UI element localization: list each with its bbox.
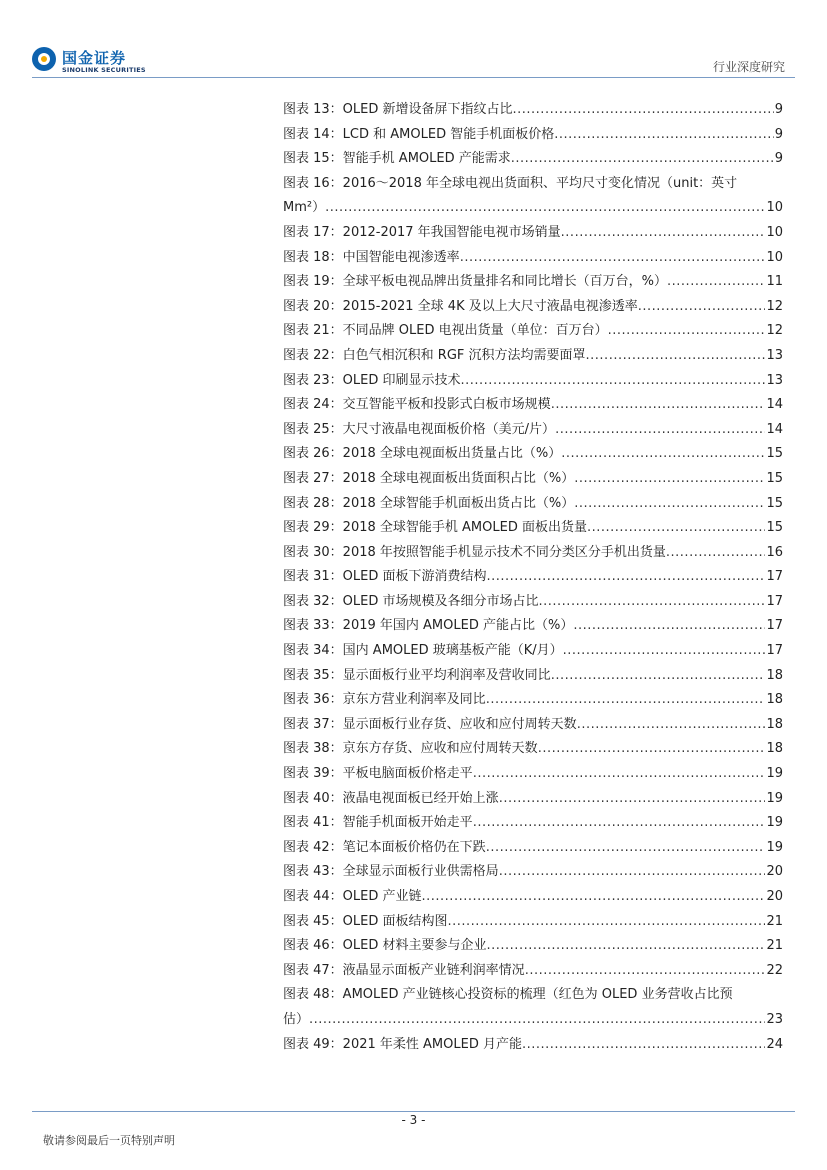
toc-entry[interactable] <box>283 910 783 935</box>
toc-entry[interactable] <box>283 418 783 443</box>
toc-entry[interactable] <box>283 664 783 689</box>
dot-leader <box>563 639 766 664</box>
dot-leader <box>513 98 774 123</box>
toc-entry-page: 17 <box>766 569 783 585</box>
dot-leader <box>573 614 765 639</box>
toc-entry-page: 21 <box>766 938 783 954</box>
toc-entry[interactable] <box>283 123 783 148</box>
toc-entry-page: 22 <box>766 962 783 978</box>
toc-entry-page: 14 <box>766 421 783 437</box>
dot-leader <box>586 344 766 369</box>
toc-entry-label: 图表 20：2015-2021 全球 4K 及以上大尺寸液晶电视渗透率 <box>283 298 638 314</box>
dot-leader <box>608 319 766 344</box>
dot-leader <box>499 787 766 812</box>
toc-entry[interactable] <box>283 934 783 959</box>
toc-entry[interactable] <box>283 959 783 984</box>
toc-entry[interactable] <box>283 590 783 615</box>
dot-leader <box>554 123 774 148</box>
toc-entry[interactable] <box>283 565 783 590</box>
toc-entry-page: 20 <box>766 889 783 904</box>
toc-entry-page: 12 <box>766 298 783 314</box>
toc-entry-page: 19 <box>766 815 783 831</box>
toc-entry-label: 图表 36：京东方营业利润率及同比 <box>283 692 486 708</box>
dot-leader <box>667 270 765 295</box>
toc-entry-page: 17 <box>766 643 783 659</box>
toc-entry[interactable] <box>283 369 783 394</box>
toc-entry-page: 11 <box>766 274 783 290</box>
toc-entry-page: 17 <box>766 618 783 634</box>
page-number: - 3 - <box>401 1113 426 1127</box>
toc-entry-label: 图表 22：白色气相沉积和 RGF 沉积方法均需要面罩 <box>283 347 586 363</box>
toc-entry-page: 10 <box>766 224 783 240</box>
toc-entry-label: 图表 17：2012-2017 年我国智能电视市场销量 <box>283 224 561 240</box>
toc-entry-label: 图表 44：OLED 产业链 <box>283 889 422 904</box>
toc-entry[interactable] <box>283 246 783 271</box>
toc-entry[interactable] <box>283 393 783 418</box>
dot-leader <box>525 959 766 984</box>
footer-divider <box>32 1111 795 1112</box>
toc-entry-label: 图表 23：OLED 印刷显示技术 <box>283 372 461 388</box>
toc-entry-label: 图表 24：交互智能平板和投影式白板市场规模 <box>283 397 551 413</box>
toc-entry-continued[interactable] <box>283 1008 783 1033</box>
toc-entry[interactable] <box>283 319 783 344</box>
toc-entry-label: 图表 37：显示面板行业存货、应收和应付周转天数 <box>283 716 577 732</box>
page-header <box>0 0 827 80</box>
dot-leader <box>577 713 766 738</box>
toc-entry-page: 12 <box>766 323 783 339</box>
toc-entry-label: 图表 13：OLED 新增设备屏下指纹占比 <box>283 102 513 117</box>
report-type-title: 行业深度研究 <box>712 60 785 74</box>
toc-entry-label: 图表 49：2021 年柔性 AMOLED 月产能 <box>283 1036 522 1052</box>
toc-entry-page: 9 <box>774 151 783 167</box>
toc-entry-page: 18 <box>766 667 783 683</box>
header-divider <box>32 77 795 78</box>
dot-leader <box>422 885 766 910</box>
toc-entry-label: 图表 15：智能手机 AMOLED 产能需求 <box>283 151 511 167</box>
toc-entry-page: 13 <box>766 347 783 363</box>
toc-entry[interactable] <box>283 885 783 910</box>
toc-entry[interactable] <box>283 860 783 885</box>
toc-entry[interactable] <box>283 221 783 246</box>
toc-entry-label: 图表 32：OLED 市场规模及各细分市场占比 <box>283 593 539 609</box>
toc-entry[interactable] <box>283 295 783 320</box>
dot-leader <box>555 418 765 443</box>
dot-leader <box>473 762 766 787</box>
toc-entry-label: 图表 18：中国智能电视渗透率 <box>283 249 460 265</box>
dot-leader <box>587 516 765 541</box>
toc-entry-page: 20 <box>766 864 783 880</box>
dot-leader <box>309 1008 765 1033</box>
disclaimer-note: 敬请参阅最后一页特别声明 <box>43 1134 175 1147</box>
logo-mark-icon <box>32 47 56 71</box>
toc-entry-label: 图表 45：OLED 面板结构图 <box>283 913 448 929</box>
toc-entry-page: 18 <box>766 692 783 708</box>
toc-entry-page: 13 <box>766 372 783 388</box>
toc-entry[interactable] <box>283 344 783 369</box>
dot-leader <box>325 196 765 221</box>
toc-entry[interactable] <box>283 737 783 762</box>
dot-leader <box>538 737 766 762</box>
toc-entry-page: 19 <box>766 766 783 782</box>
toc-entry-page: 15 <box>766 520 783 536</box>
toc-entry[interactable] <box>283 1033 783 1058</box>
dot-leader <box>666 541 766 566</box>
toc-entry[interactable] <box>283 614 783 639</box>
dot-leader <box>574 492 765 517</box>
toc-entry-page: 18 <box>766 741 783 757</box>
toc-entry-label-line2: 估） <box>283 1011 310 1027</box>
dot-leader <box>460 246 766 271</box>
dot-leader <box>448 910 766 935</box>
figure-list <box>283 98 783 1057</box>
toc-entry-page: 9 <box>774 102 783 117</box>
dot-leader <box>539 590 766 615</box>
toc-entry-page: 23 <box>766 1011 783 1027</box>
dot-leader <box>574 467 765 492</box>
toc-entry[interactable] <box>283 98 783 123</box>
toc-entry-label: 图表 29：2018 全球智能手机 AMOLED 面板出货量 <box>283 520 587 536</box>
toc-entry[interactable] <box>283 811 783 836</box>
toc-entry[interactable] <box>283 787 783 812</box>
toc-entry-label: 图表 38：京东方存货、应收和应付周转天数 <box>283 741 538 757</box>
toc-entry-label-line2: Mm²） <box>283 200 326 216</box>
dot-leader <box>473 811 766 836</box>
toc-entry-label: 图表 21：不同品牌 OLED 电视出货量（单位：百万台） <box>283 323 608 339</box>
toc-entry-page: 15 <box>766 446 783 462</box>
toc-entry-page: 10 <box>766 249 783 265</box>
toc-entry-label: 图表 27：2018 全球电视面板出货面积占比（%） <box>283 470 575 486</box>
toc-entry-page: 16 <box>766 544 783 560</box>
toc-entry[interactable] <box>283 442 783 467</box>
toc-entry-page: 9 <box>774 126 783 142</box>
dot-leader <box>561 442 765 467</box>
toc-entry-label: 图表 33：2019 年国内 AMOLED 产能占比（%） <box>283 618 574 634</box>
toc-entry-label: 图表 28：2018 全球智能手机面板出货占比（%） <box>283 495 575 511</box>
toc-entry-label: 图表 46：OLED 材料主要参与企业 <box>283 938 487 954</box>
toc-entry-page: 19 <box>766 790 783 806</box>
toc-entry-label: 图表 25：大尺寸液晶电视面板价格（美元/片） <box>283 421 556 437</box>
toc-entry[interactable] <box>283 983 783 1008</box>
toc-entry-page: 24 <box>766 1036 783 1052</box>
toc-entry[interactable] <box>283 492 783 517</box>
toc-entry[interactable] <box>283 172 783 197</box>
toc-entry[interactable] <box>283 541 783 566</box>
dot-leader <box>551 664 766 689</box>
toc-entry[interactable] <box>283 467 783 492</box>
toc-entry-label: 图表 34：国内 AMOLED 玻璃基板产能（K/月） <box>283 643 563 659</box>
dot-leader <box>461 369 766 394</box>
toc-entry[interactable] <box>283 713 783 738</box>
dot-leader <box>638 295 766 320</box>
toc-entry-page: 17 <box>766 593 783 609</box>
sinolink-logo <box>32 45 162 79</box>
toc-entry-page: 18 <box>766 716 783 732</box>
dot-leader <box>511 147 774 172</box>
dot-leader <box>487 565 766 590</box>
dot-leader <box>486 836 766 861</box>
toc-entry-label: 图表 47：液晶显示面板产业链利润率情况 <box>283 962 525 978</box>
toc-entry-page: 10 <box>766 200 783 216</box>
toc-entry-label: 图表 14：LCD 和 AMOLED 智能手机面板价格 <box>283 126 555 142</box>
toc-entry[interactable] <box>283 762 783 787</box>
toc-entry-page: 21 <box>766 913 783 929</box>
toc-entry-label: 图表 26：2018 全球电视面板出货量占比（%） <box>283 446 562 462</box>
logo-text-cn: 国金证券 <box>62 49 127 67</box>
toc-entry-label: 图表 42：笔记本面板价格仍在下跌 <box>283 839 486 855</box>
toc-entry-label: 图表 39：平板电脑面板价格走平 <box>283 766 473 782</box>
dot-leader <box>499 860 766 885</box>
dot-leader <box>551 393 766 418</box>
toc-entry[interactable] <box>283 270 783 295</box>
toc-entry-page: 19 <box>766 839 783 855</box>
toc-entry-continued[interactable] <box>283 196 783 221</box>
toc-entry-label-line1: 图表 48：AMOLED 产业链核心投资标的梳理（红色为 OLED 业务营收占比预 <box>283 987 733 1003</box>
toc-entry-page: 14 <box>766 397 783 413</box>
toc-entry[interactable] <box>283 147 783 172</box>
toc-entry-label-line1: 图表 16：2016～2018 年全球电视出货面积、平均尺寸变化情况（unit：英寸 <box>283 175 738 191</box>
toc-entry-label: 图表 30：2018 年按照智能手机显示技术不同分类区分手机出货量 <box>283 544 666 560</box>
toc-entry[interactable] <box>283 688 783 713</box>
toc-entry[interactable] <box>283 639 783 664</box>
toc-entry[interactable] <box>283 516 783 541</box>
toc-entry-page: 15 <box>766 470 783 486</box>
dot-leader <box>487 934 766 959</box>
toc-entry[interactable] <box>283 836 783 861</box>
dot-leader <box>561 221 766 246</box>
toc-entry-label: 图表 35：显示面板行业平均利润率及营收同比 <box>283 667 551 683</box>
toc-entry-page: 15 <box>766 495 783 511</box>
toc-entry-label: 图表 19：全球平板电视品牌出货量排名和同比增长（百万台，%） <box>283 274 668 290</box>
dot-leader <box>522 1033 765 1058</box>
logo-text-en: SINOLINK SECURITIES <box>62 66 146 74</box>
dot-leader <box>486 688 766 713</box>
toc-entry-label: 图表 41：智能手机面板开始走平 <box>283 815 473 831</box>
toc-entry-label: 图表 31：OLED 面板下游消费结构 <box>283 569 487 585</box>
toc-entry-label: 图表 43：全球显示面板行业供需格局 <box>283 864 499 880</box>
toc-entry-label: 图表 40：液晶电视面板已经开始上涨 <box>283 790 499 806</box>
